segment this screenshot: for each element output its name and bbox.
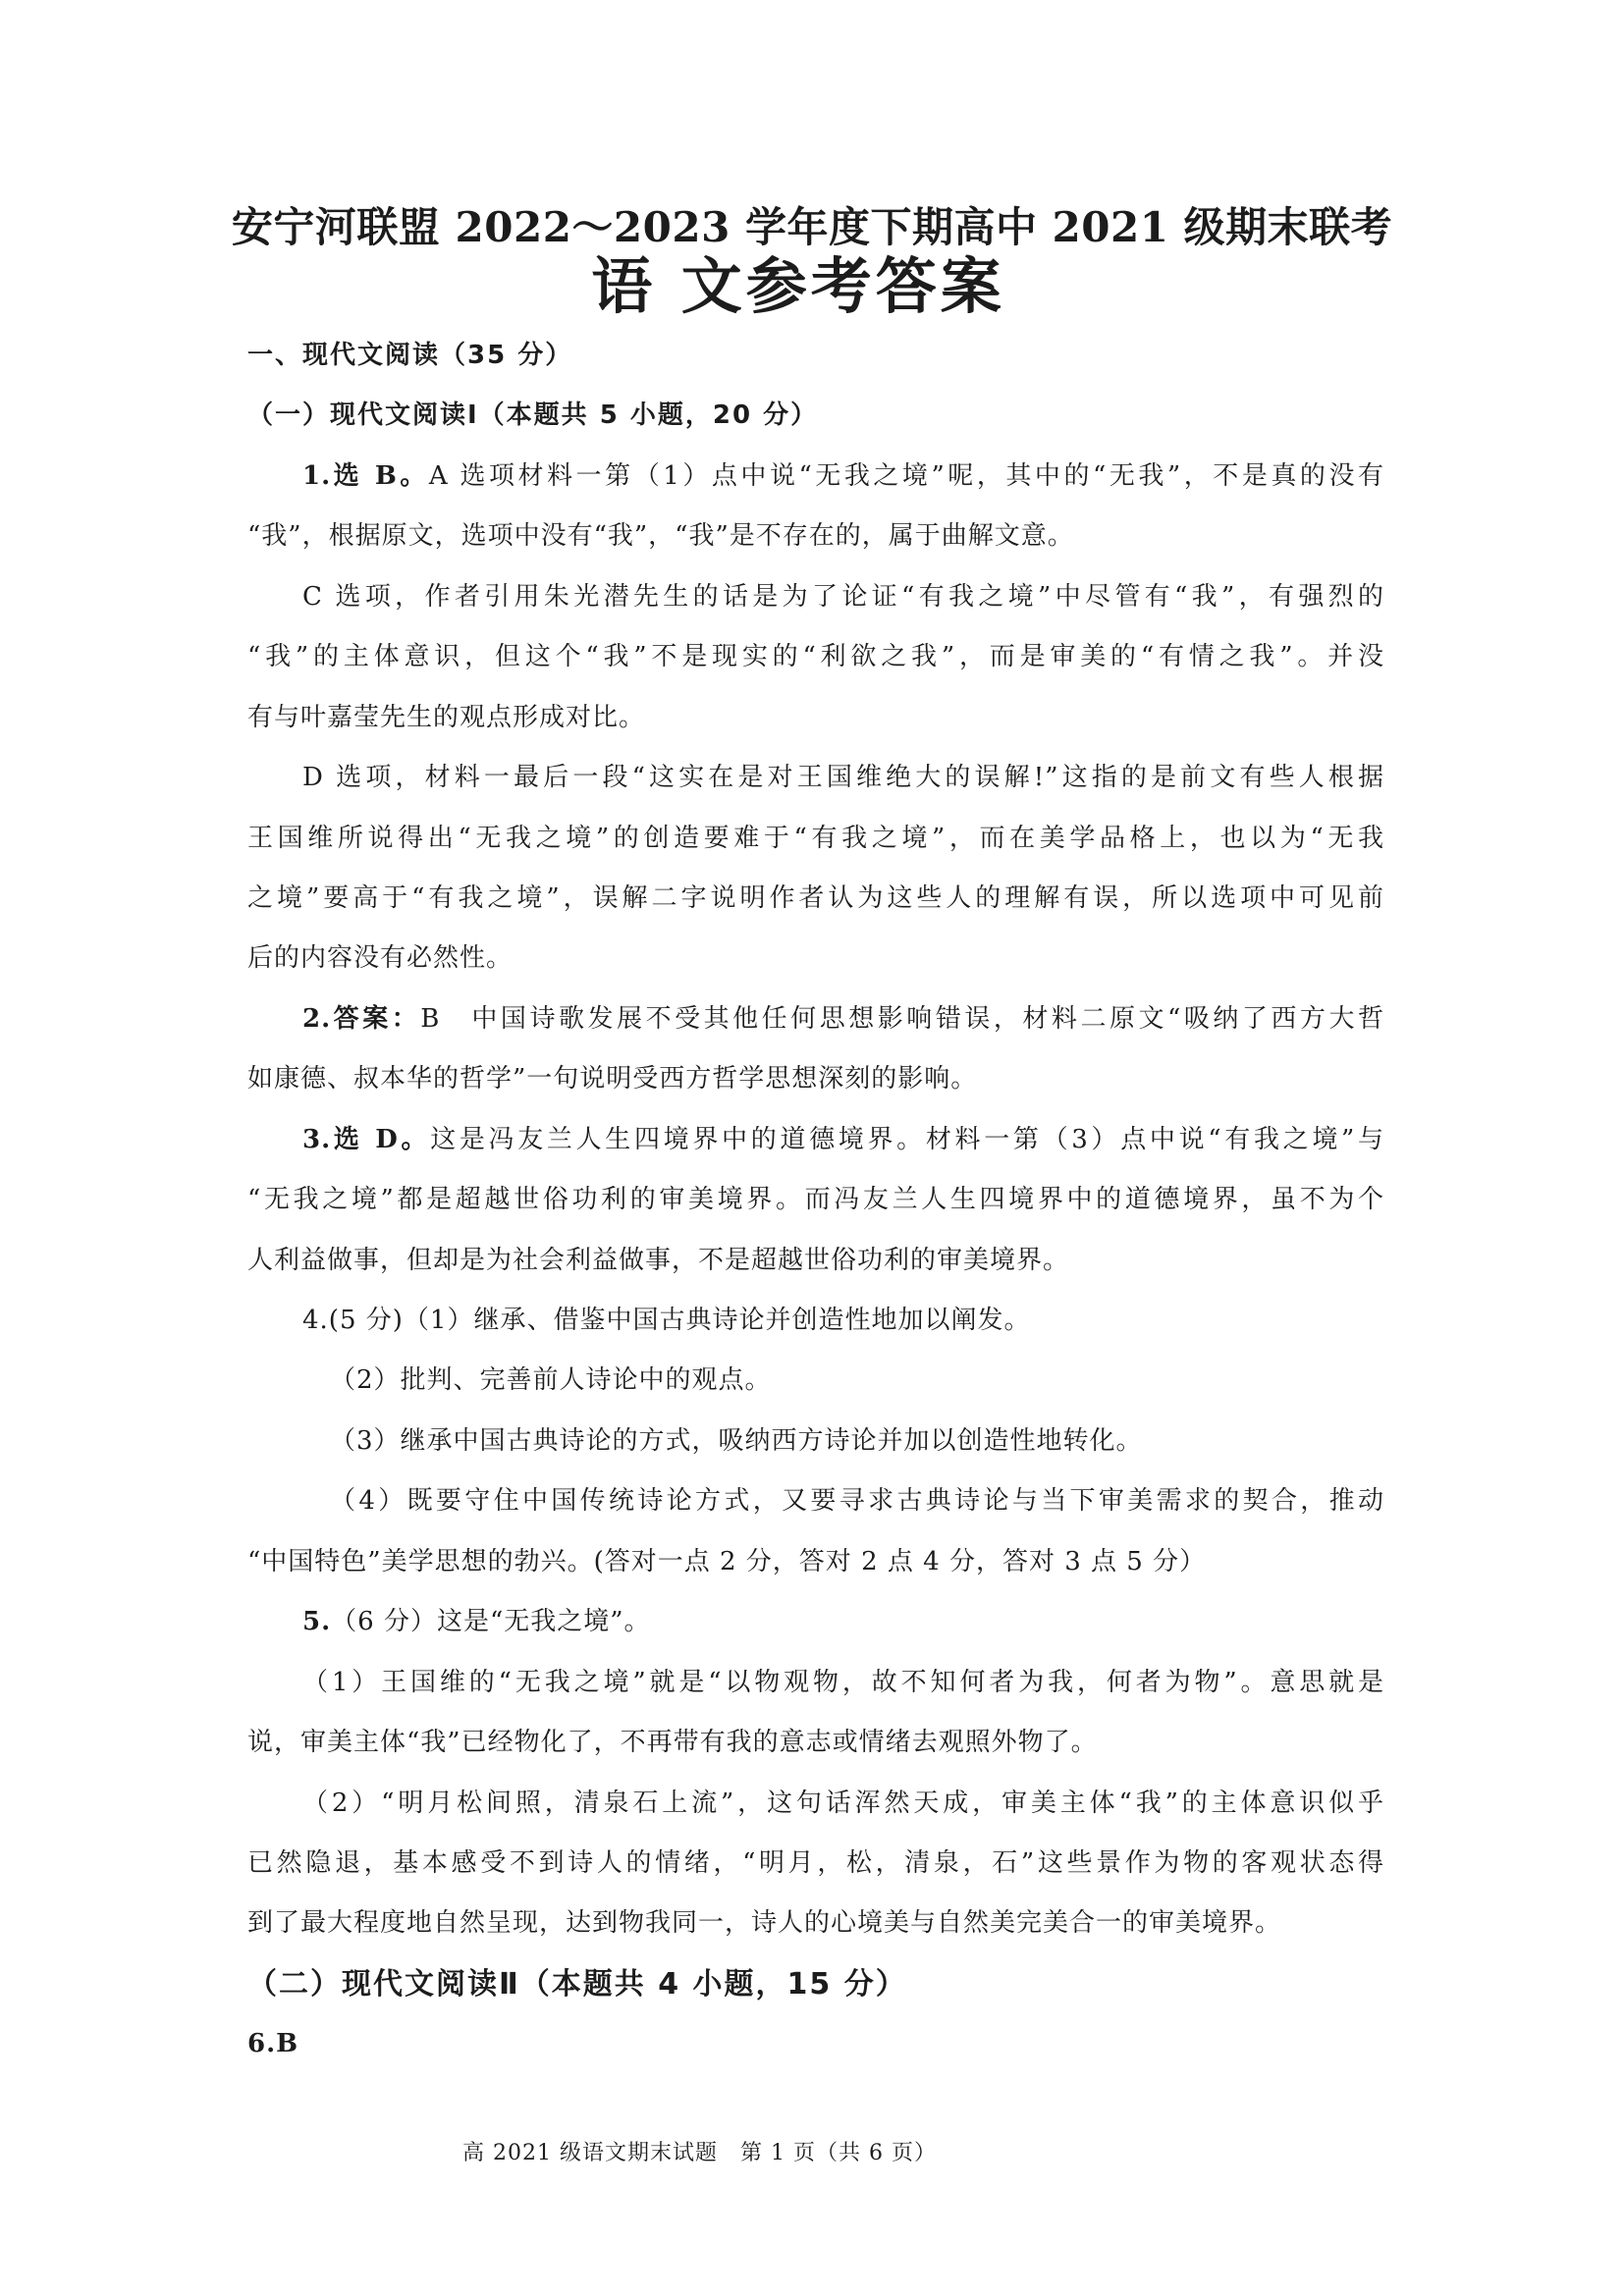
answer-3-line: 人利益做事，但却是为社会利益做事，不是超越世俗功利的审美境界。 — [247, 1245, 1070, 1275]
answer-5-point: （1）王国维的“无我之境”就是“以物观物，故不知何者为我，何者为物”。意思就是 — [302, 1667, 1384, 1697]
answer-2-text: B 中国诗歌发展不受其他任何思想影响错误，材料二原文“吸纳了西方大哲 — [420, 1003, 1384, 1034]
answer-4-scoring: “中国特色”美学思想的勃兴。(答对一点 2 分，答对 2 点 4 分，答对 3 点 5 分） — [247, 1546, 1207, 1576]
answer-1-line: “我”，根据原文，选项中没有“我”，“我”是不存在的，属于曲解文意。 — [247, 521, 1074, 552]
part-heading: 一、现代文阅读（35 分） — [247, 341, 573, 370]
answer-1-line — [247, 447, 1384, 507]
answer-5-point: 说，审美主体“我”已经物化了，不再带有我的意志或情绪去观照外物了。 — [247, 1728, 1098, 1758]
document-subtitle: 语 文参考答案 — [591, 250, 1005, 322]
answer-1-text: A 选项材料一第（1）点中说“无我之境”呢，其中的“无我”，不是真的没有 — [428, 460, 1384, 491]
answer-5-label: 5. — [302, 1607, 332, 1637]
answer-4-point: （3）继承中国古典诗论的方式，吸纳西方诗论并加以创造性地转化。 — [330, 1425, 1143, 1456]
answer-1-option-c-line: “我”的主体意识，但这个“我”不是现实的“利欲之我”，而是审美的“有情之我”。并没 — [247, 642, 1384, 672]
answer-1-option-c-line: C 选项，作者引用朱光潜先生的话是为了论证“有我之境”中尽管有“我”，有强烈的 — [302, 581, 1384, 612]
answer-1-option-d-line: 后的内容没有必然性。 — [247, 943, 514, 974]
answer-1-label: 1.选 B。 — [302, 460, 429, 491]
answer-5-point: 已然隐退，基本感受不到诗人的情绪，“明月，松，清泉，石”这些景作为物的客观状态得 — [247, 1847, 1384, 1878]
answer-1-option-c-line: 有与叶嘉莹先生的观点形成对比。 — [247, 702, 646, 732]
answer-5-text: （6 分）这是“无我之境”。 — [331, 1607, 651, 1637]
answer-2-line — [247, 989, 1384, 1049]
answer-5-point: （2）“明月松间照，清泉石上流”，这句话浑然天成，审美主体“我”的主体意识似乎 — [302, 1788, 1384, 1818]
answer-1-option-d-line: 王国维所说得出“无我之境”的创造要难于“有我之境”，而在美学品格上，也以为“无我 — [247, 823, 1384, 853]
answer-2-line: 如康德、叔本华的哲学”一句说明受西方哲学思想深刻的影响。 — [247, 1064, 978, 1095]
answer-1-option-d-line: D 选项，材料一最后一段“这实在是对王国维绝大的误解!”这指的是前文有些人根据 — [302, 763, 1384, 793]
answer-body — [247, 326, 1384, 2075]
answer-5-line — [247, 1592, 1384, 1652]
section-heading-1: （一）现代文阅读Ⅰ（本题共 5 小题，20 分） — [247, 400, 819, 431]
document-title: 安宁河联盟 2022～2023 学年度下期高中 2021 级期末联考 — [231, 203, 1393, 251]
answer-5-point: 到了最大程度地自然呈现，达到物我同一，诗人的心境美与自然美完美合一的审美境界。 — [247, 1908, 1282, 1939]
answer-6: 6.B — [247, 2029, 299, 2059]
answer-1-option-d-line: 之境”要高于“有我之境”，误解二字说明作者认为这些人的理解有误，所以选项中可见前 — [247, 882, 1384, 913]
answer-3-line: “无我之境”都是超越世俗功利的审美境界。而冯友兰人生四境界中的道德境界，虽不为个 — [247, 1185, 1384, 1215]
answer-3-text: 这是冯友兰人生四境界中的道德境界。材料一第（3）点中说“有我之境”与 — [430, 1124, 1384, 1154]
answer-4-point: （4）既要守住中国传统诗论方式，又要寻求古典诗论与当下审美需求的契合，推动 — [330, 1486, 1384, 1517]
page-footer: 高 2021 级语文期末试题 第 1 页（共 6 页） — [462, 2141, 937, 2165]
section-heading-2: （二）现代文阅读Ⅱ（本题共 4 小题，15 分） — [247, 1966, 907, 2002]
answer-4-line: 4.(5 分)（1）继承、借鉴中国古典诗论并创造性地加以阐发。 — [302, 1306, 1031, 1335]
answer-3-label: 3.选 D。 — [302, 1124, 431, 1154]
answer-4-point: （2）批判、完善前人诗论中的观点。 — [330, 1365, 772, 1396]
answer-3-line — [247, 1110, 1384, 1170]
answer-2-label: 2.答案： — [302, 1003, 421, 1034]
